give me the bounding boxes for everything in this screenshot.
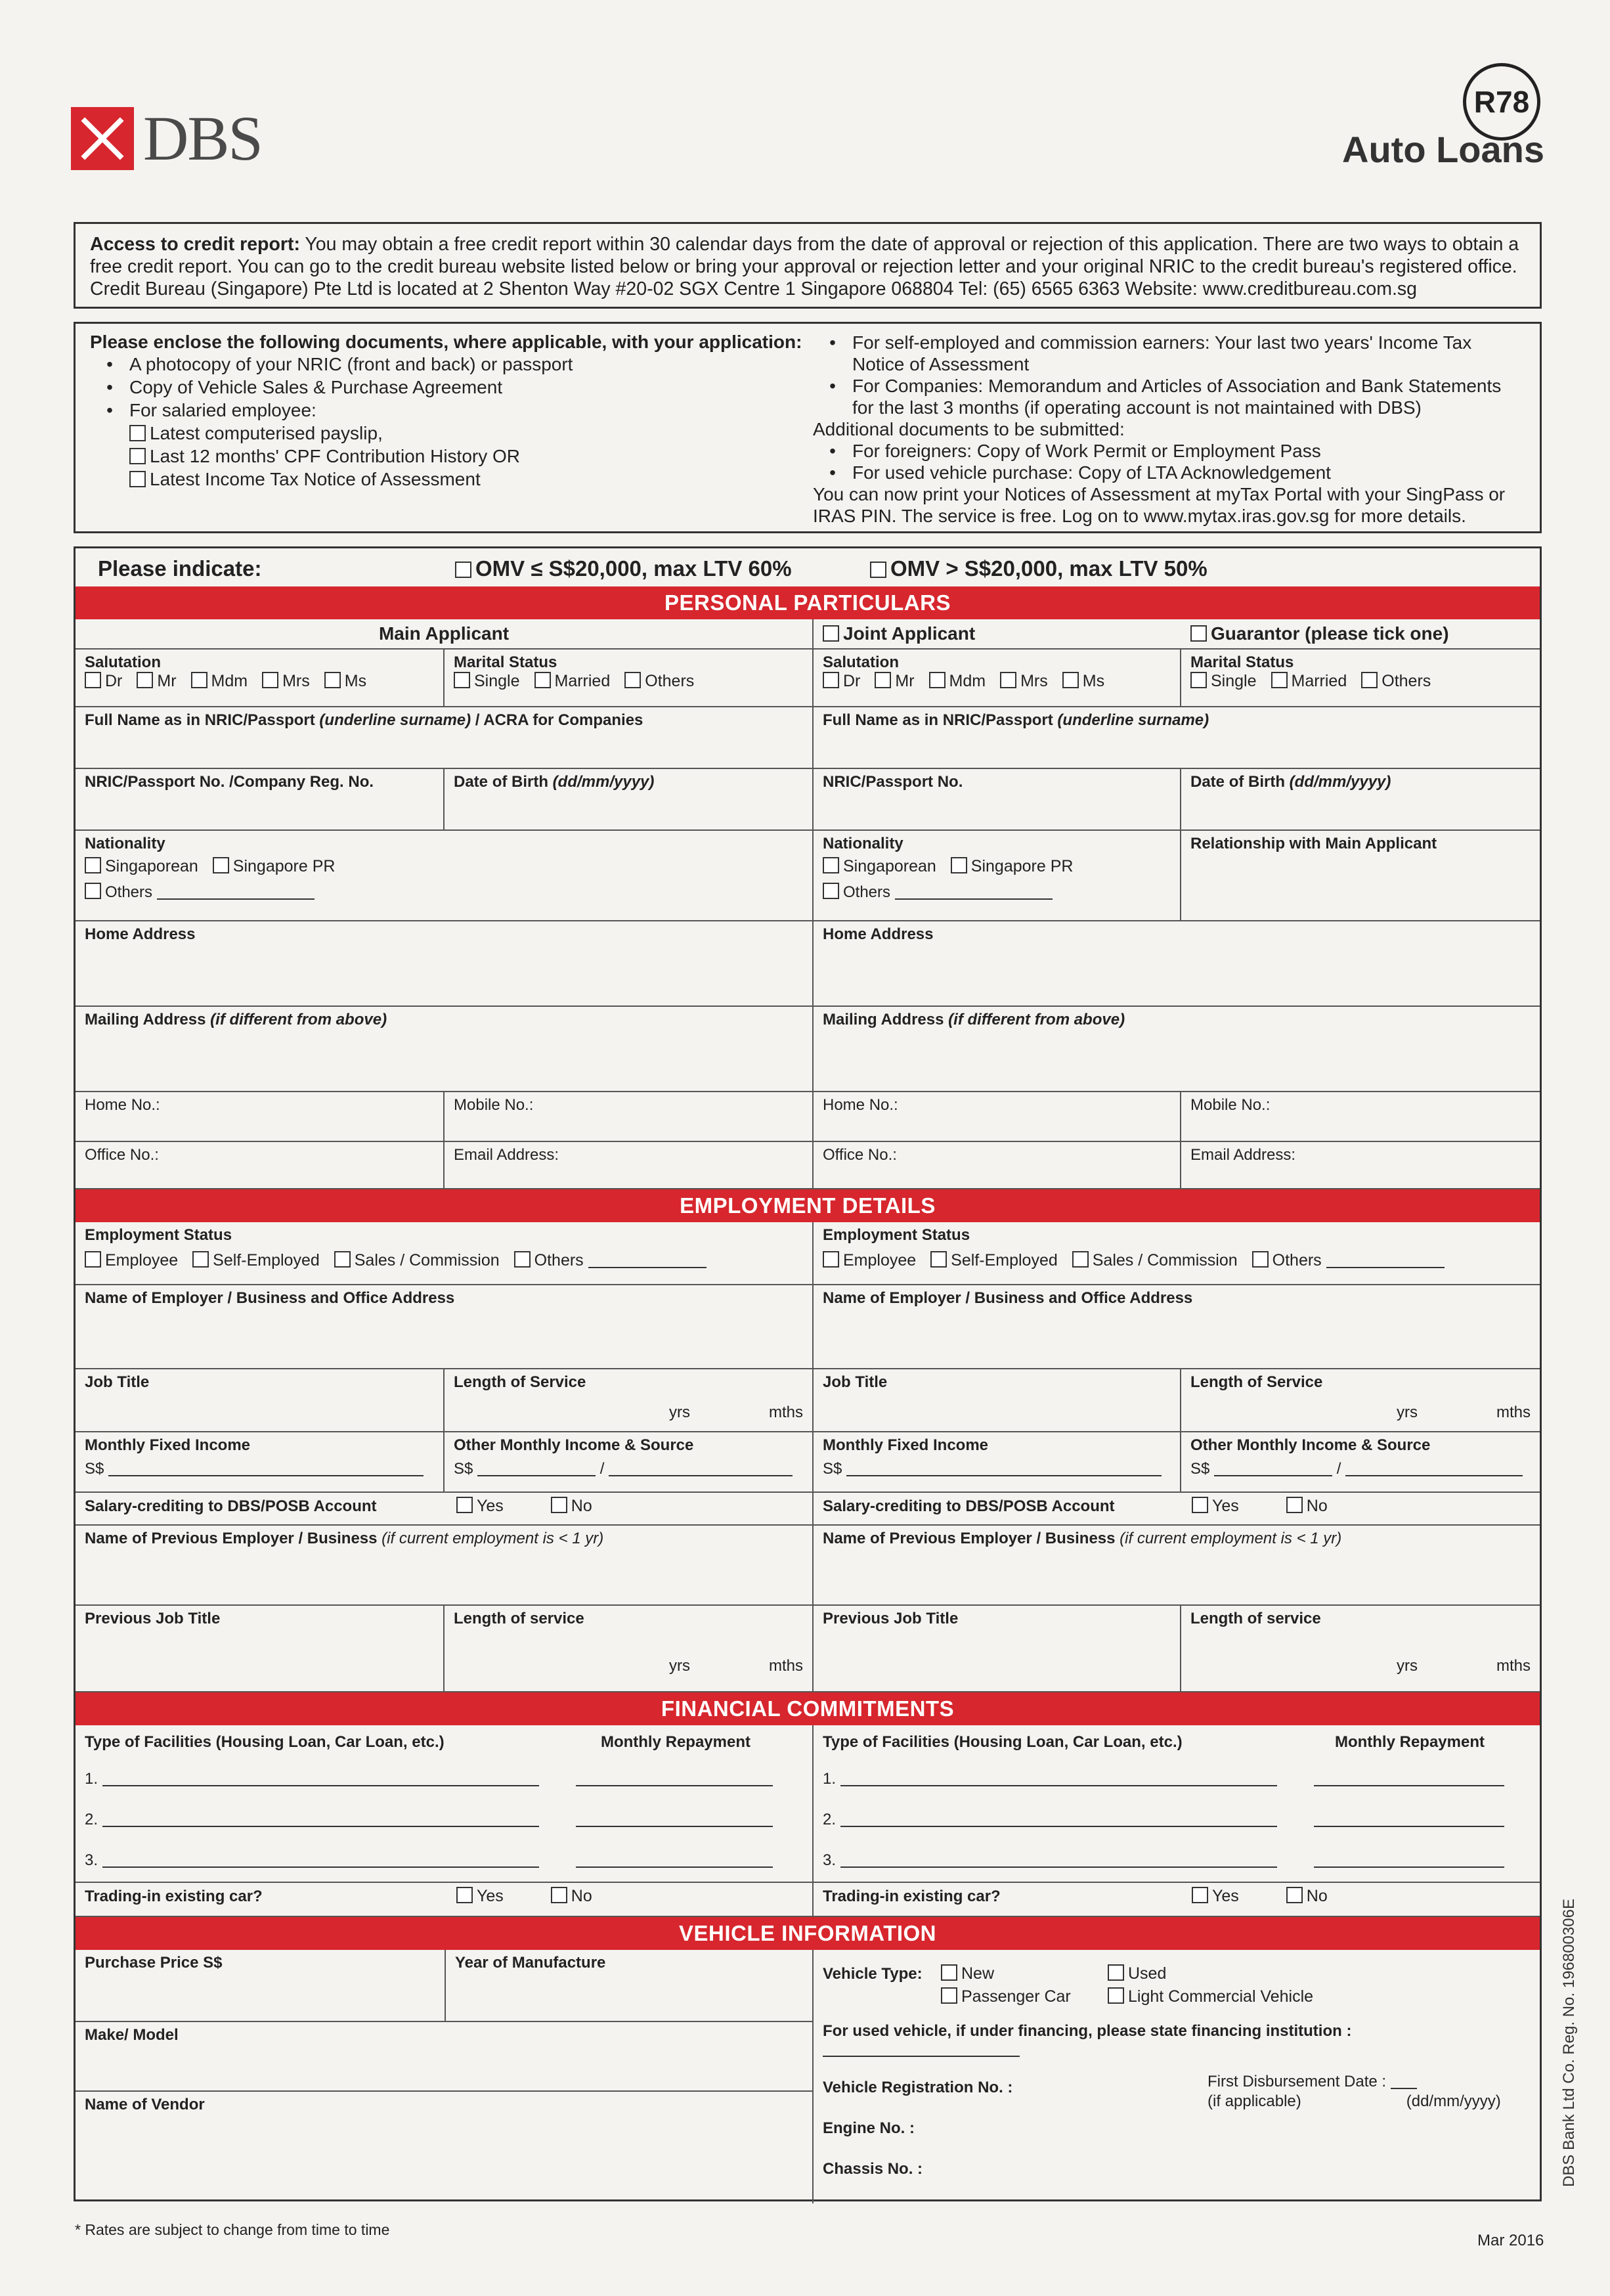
section-vehicle: VEHICLE INFORMATION: [76, 1917, 1540, 1950]
main-other-income[interactable]: Other Monthly Income & Source S$ /: [445, 1432, 814, 1493]
joint-salutation: Salutation Dr Mr Mdm Mrs Ms: [814, 650, 1181, 707]
main-salutation: Salutation Dr Mr Mdm Mrs Ms: [76, 650, 445, 707]
section-personal: PERSONAL PARTICULARS: [76, 586, 1540, 619]
joint-relationship[interactable]: Relationship with Main Applicant: [1181, 831, 1540, 921]
credit-report-text: You may obtain a free credit report within 30 calendar days from the date of approval or rejection of this application. There are two ways to obtain a free credit report. You can go to the credit bureau website listed below or bring your approval or rejection letter and your original NRIC to the credit bureau's registered office. Credit Bureau (Singapore) Pte Ltd is located at 2 Shenton Way #20-02 SGX Centre 1 Singapore 068804 Tel: (65) 6565 6363 Website: www.creditbureau.com.sg: [90, 234, 1519, 299]
page-title: Auto Loans: [1342, 129, 1544, 170]
credit-report-notice: [74, 222, 1542, 309]
joint-other-income[interactable]: Other Monthly Income & Source S$ /: [1181, 1432, 1540, 1493]
joint-job-title[interactable]: Job Title: [814, 1369, 1181, 1432]
indicate-label: Please indicate:: [98, 556, 262, 581]
joint-mobile-no[interactable]: Mobile No.:: [1181, 1092, 1540, 1142]
main-email[interactable]: Email Address:: [445, 1142, 814, 1189]
joint-previous-length[interactable]: Length of service yrs mths: [1181, 1606, 1540, 1692]
main-trading-in: Trading-in existing car? Yes No: [76, 1883, 814, 1917]
joint-previous-employer[interactable]: Name of Previous Employer / Business (if current employment is < 1 yr): [814, 1526, 1540, 1606]
main-marital-status: Marital Status Single Married Others: [445, 650, 814, 707]
main-monthly-income[interactable]: Monthly Fixed Income S$: [76, 1432, 445, 1493]
vendor-name[interactable]: Name of Vendor: [76, 2092, 814, 2203]
main-full-name[interactable]: Full Name as in NRIC/Passport (underline surname) / ACRA for Companies: [76, 707, 814, 769]
rates-footnote: * Rates are subject to change from time to time: [75, 2221, 390, 2238]
main-facilities[interactable]: Type of Facilities (Housing Loan, Car Loan, etc.) Monthly Repayment 1. 2. 3.: [76, 1725, 814, 1883]
section-financial: FINANCIAL COMMITMENTS: [76, 1692, 1540, 1725]
main-previous-employer[interactable]: Name of Previous Employer / Business (if current employment is < 1 yr): [76, 1526, 814, 1606]
joint-employment-status: Employment Status Employee Self-Employed Sales / Commission Others: [814, 1222, 1540, 1285]
mytax-note: You can now print your Notices of Assessment at myTax Portal with your SingPass or IRAS PIN. The service is free. Log on to www.mytax.iras.gov.sg for more details.: [813, 484, 1506, 526]
joint-nationality: Nationality Singaporean Singapore PR Others: [814, 831, 1181, 921]
omv-low-option[interactable]: OMV ≤ S$20,000, max LTV 60%: [455, 556, 792, 581]
form-date: Mar 2016: [1477, 2232, 1544, 2249]
main-employment-status: Employment Status Employee Self-Employed Sales / Commission Others: [76, 1222, 814, 1285]
dbs-logo: [71, 102, 262, 175]
joint-mailing-address[interactable]: Mailing Address (if different from above): [814, 1007, 1540, 1092]
omv-high-option[interactable]: OMV > S$20,000, max LTV 50%: [870, 556, 1208, 581]
credit-report-lead: Access to credit report:: [90, 234, 300, 255]
checkbox[interactable]: [870, 562, 886, 578]
checkbox[interactable]: [455, 562, 471, 578]
joint-employer[interactable]: Name of Employer / Business and Office Address: [814, 1285, 1540, 1369]
form-code-badge: R78: [1463, 63, 1540, 141]
joint-full-name[interactable]: Full Name as in NRIC/Passport (underline surname): [814, 707, 1540, 769]
joint-applicant-option[interactable]: Joint Applicant: [814, 619, 1181, 650]
joint-marital-status: Marital Status Single Married Others: [1181, 650, 1540, 707]
joint-facilities[interactable]: Type of Facilities (Housing Loan, Car Loan, etc.) Monthly Repayment 1. 2. 3.: [814, 1725, 1540, 1883]
doc-item: • For used vehicle purchase: Copy of LTA Acknowledgement: [829, 462, 1331, 483]
main-length-of-service[interactable]: Length of Service yrs mths: [445, 1369, 814, 1432]
doc-item: • For foreigners: Copy of Work Permit or Employment Pass: [829, 441, 1321, 461]
salaried-cpf[interactable]: Last 12 months' CPF Contribution History OR: [90, 445, 808, 468]
purchase-price[interactable]: Purchase Price S$: [76, 1950, 446, 2022]
joint-salary-crediting: Salary-crediting to DBS/POSB Account Yes No: [814, 1493, 1540, 1526]
doc-item: • For self-employed and commission earners: Your last two years' Income Tax Notice of Assessment: [829, 332, 1472, 374]
main-salary-crediting: Salary-crediting to DBS/POSB Account Yes No: [76, 1493, 814, 1526]
make-model[interactable]: Make/ Model: [76, 2022, 814, 2092]
checkbox[interactable]: [129, 471, 146, 487]
documents-heading: Please enclose the following documents, where applicable, with your application:: [90, 332, 802, 352]
joint-nric[interactable]: NRIC/Passport No.: [814, 769, 1181, 831]
joint-previous-job-title[interactable]: Previous Job Title: [814, 1606, 1181, 1692]
checkbox[interactable]: [129, 425, 146, 441]
doc-item: • For Companies: Memorandum and Articles of Association and Bank Statements for the last 3 months (if operating account is not maintained with DBS): [829, 376, 1502, 418]
main-applicant-header: Main Applicant: [76, 619, 814, 650]
checkbox[interactable]: [823, 625, 839, 642]
main-mailing-address[interactable]: Mailing Address (if different from above): [76, 1007, 814, 1092]
main-previous-length[interactable]: Length of service yrs mths: [445, 1606, 814, 1692]
joint-trading-in: Trading-in existing car? Yes No: [814, 1883, 1540, 1917]
salaried-payslip[interactable]: Latest computerised payslip,: [90, 422, 808, 445]
salaried-tax[interactable]: Latest Income Tax Notice of Assessment: [90, 468, 808, 491]
joint-home-address[interactable]: Home Address: [814, 921, 1540, 1007]
doc-item: • A photocopy of your NRIC (front and back) or passport: [106, 354, 573, 374]
main-mobile-no[interactable]: Mobile No.:: [445, 1092, 814, 1142]
doc-item: • For salaried employee:: [106, 400, 316, 420]
joint-monthly-income[interactable]: Monthly Fixed Income S$: [814, 1432, 1181, 1493]
joint-dob[interactable]: Date of Birth (dd/mm/yyyy): [1181, 769, 1540, 831]
main-home-address[interactable]: Home Address: [76, 921, 814, 1007]
main-nric[interactable]: NRIC/Passport No. /Company Reg. No.: [76, 769, 445, 831]
documents-left-column: [90, 332, 808, 523]
main-employer[interactable]: Name of Employer / Business and Office Address: [76, 1285, 814, 1369]
vehicle-details: Vehicle Type: New Used Passenger Car Light Commercial Vehicle For used vehicle, if under financing, please state financing institution : Vehicle Registration No. : First Disbursement Date : (if applicable) (dd/mm/yyyy) Engine No. : Chassis No. :: [823, 1964, 1501, 2178]
joint-email[interactable]: Email Address:: [1181, 1142, 1540, 1189]
main-dob[interactable]: Date of Birth (dd/mm/yyyy): [445, 769, 814, 831]
documents-notice: [74, 322, 1542, 533]
dbs-star-icon: [71, 107, 134, 170]
form-body: [74, 546, 1542, 2201]
documents-right-column: [808, 332, 1525, 526]
joint-office-no[interactable]: Office No.:: [814, 1142, 1181, 1189]
main-nationality: Nationality Singaporean Singapore PR Others: [76, 831, 814, 921]
company-reg-note: DBS Bank Ltd Co. Reg. No. 196800306E: [1560, 1899, 1578, 2187]
logo-text: DBS: [143, 103, 262, 173]
additional-docs-label: Additional documents to be submitted:: [813, 419, 1125, 439]
checkbox[interactable]: [129, 448, 146, 464]
main-job-title[interactable]: Job Title: [76, 1369, 445, 1432]
checkbox[interactable]: [1190, 625, 1207, 642]
main-office-no[interactable]: Office No.:: [76, 1142, 445, 1189]
doc-item: • Copy of Vehicle Sales & Purchase Agreement: [106, 377, 503, 397]
joint-length-of-service[interactable]: Length of Service yrs mths: [1181, 1369, 1540, 1432]
guarantor-option[interactable]: Guarantor (please tick one): [1181, 619, 1540, 650]
main-home-no[interactable]: Home No.:: [76, 1092, 445, 1142]
section-employment: EMPLOYMENT DETAILS: [76, 1189, 1540, 1222]
main-previous-job-title[interactable]: Previous Job Title: [76, 1606, 445, 1692]
year-of-manufacture[interactable]: Year of Manufacture: [446, 1950, 814, 2022]
joint-home-no[interactable]: Home No.:: [814, 1092, 1181, 1142]
